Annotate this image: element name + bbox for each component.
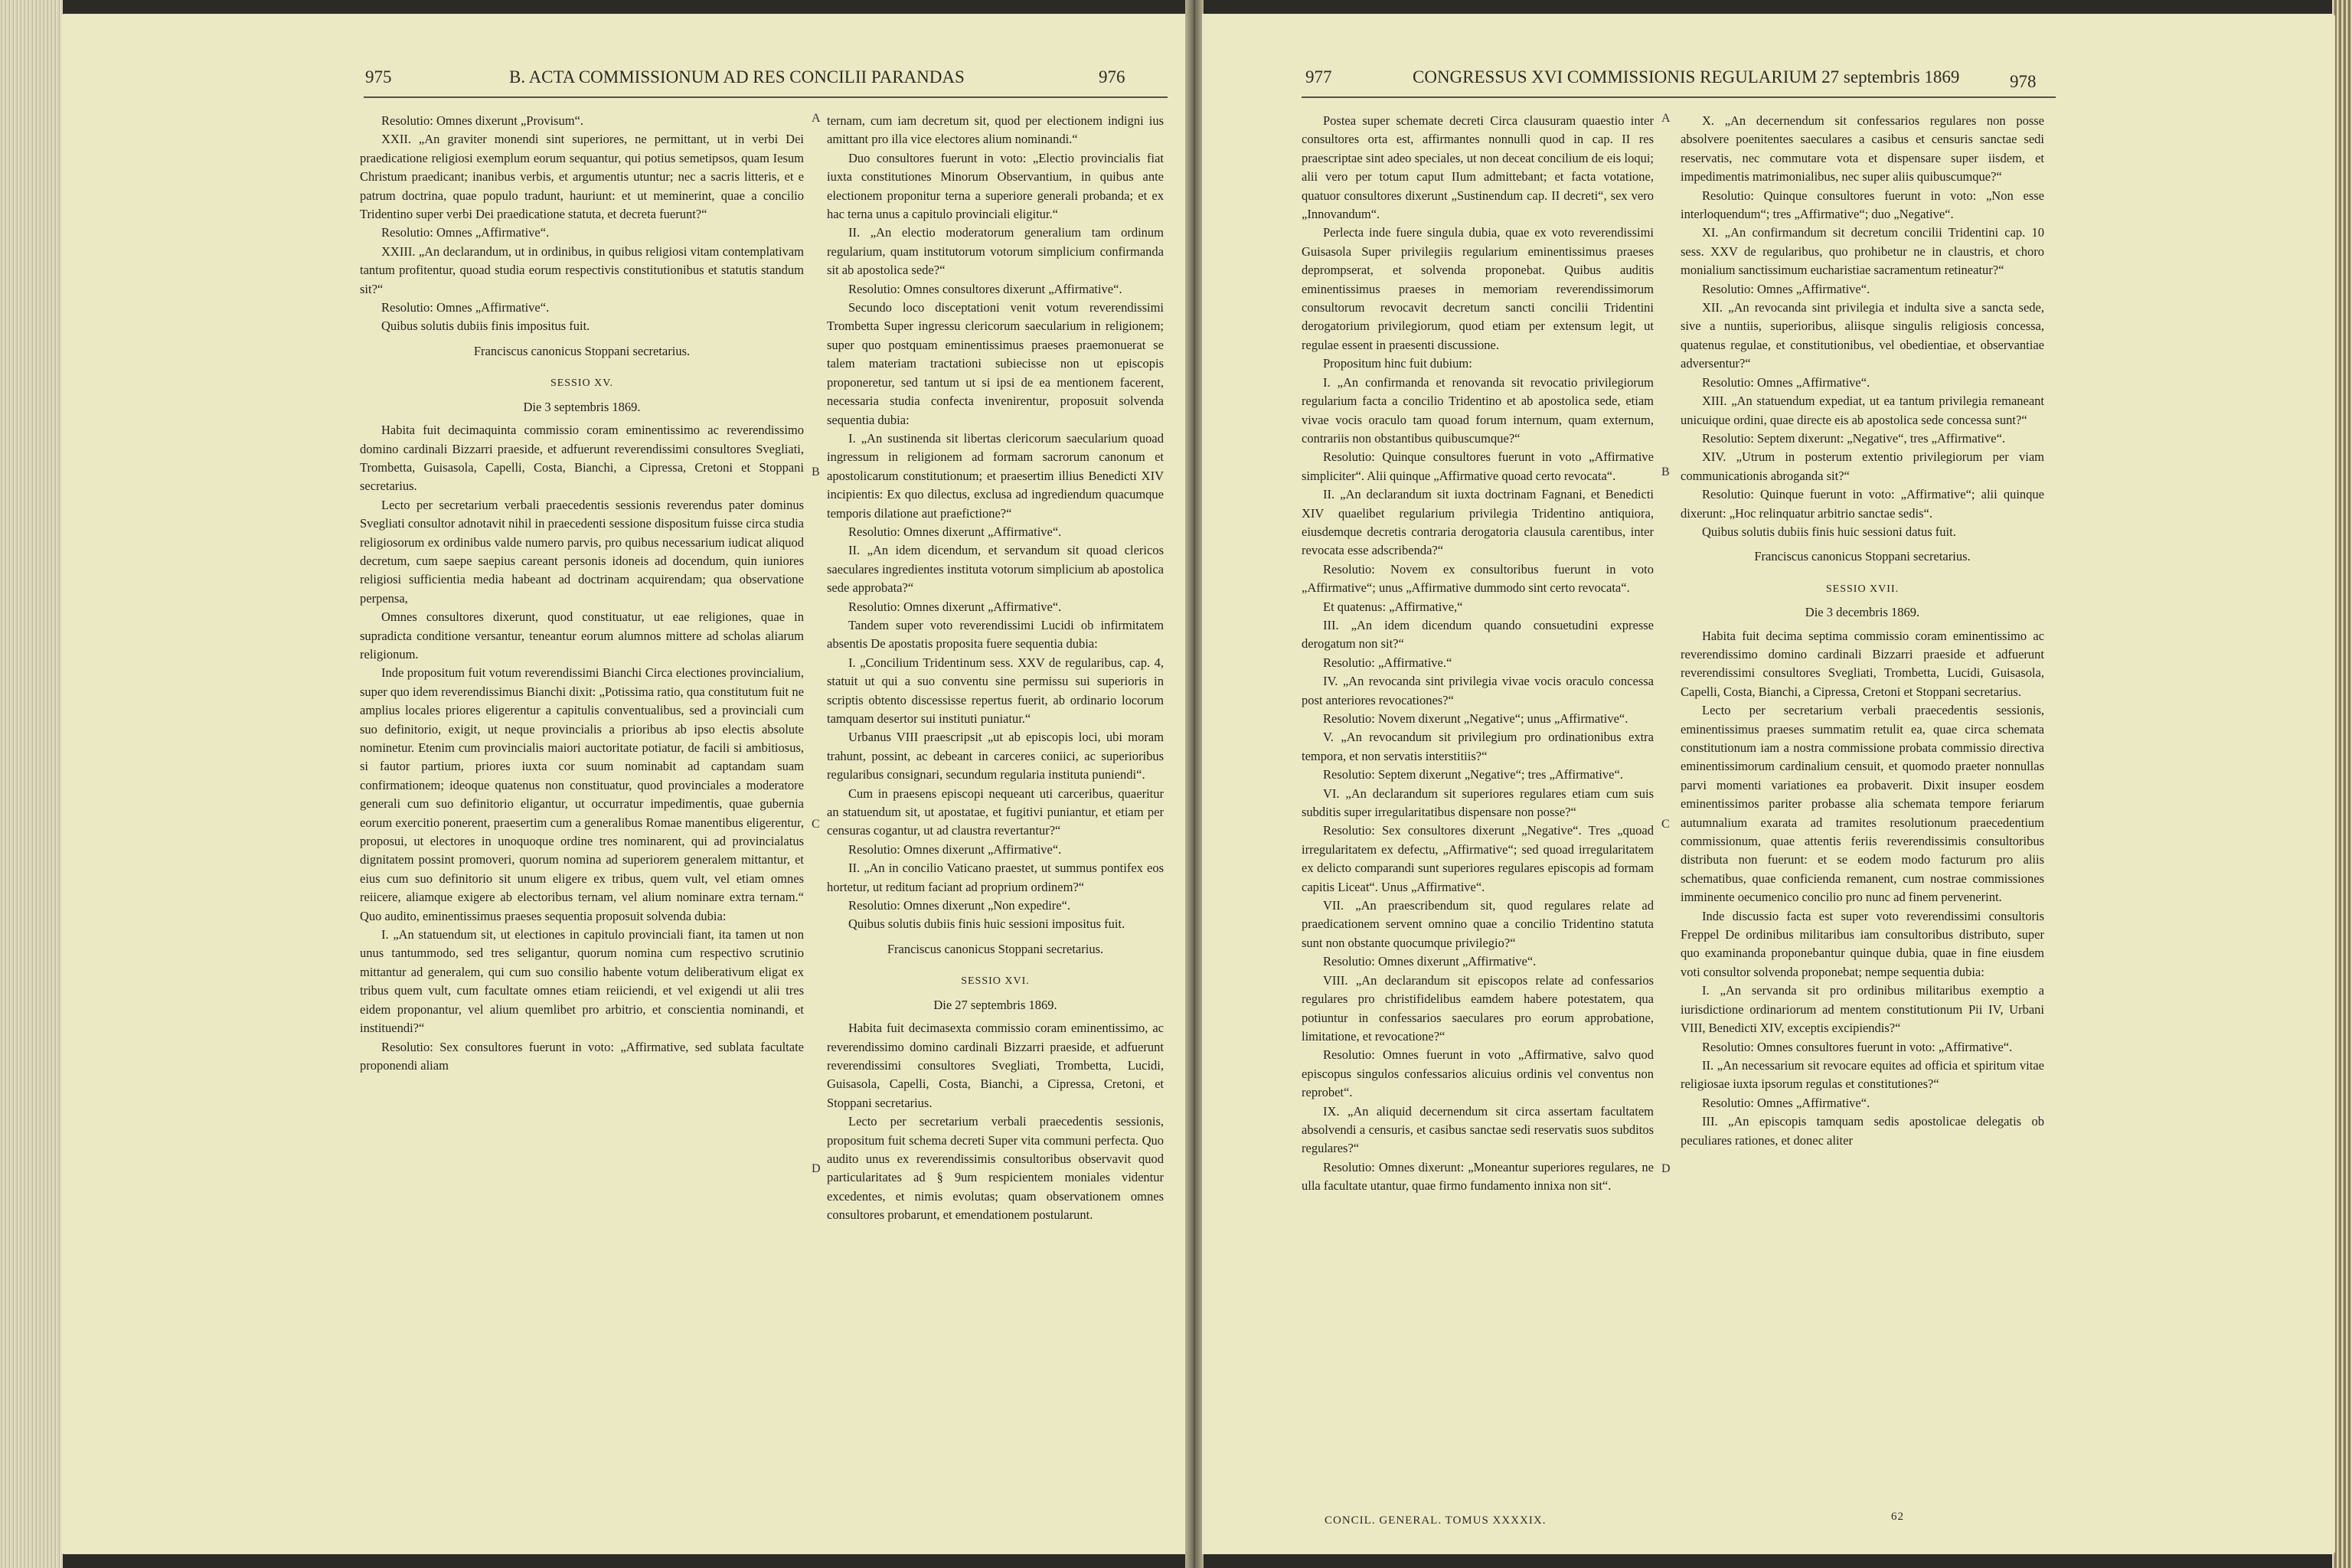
paragraph: Quibus solutis dubiis finis huic sessioni datus fuit. (1702, 524, 1956, 539)
paragraph: ternam, cum iam decretum sit, quod per electionem indigni ius amittant pro illa vice electores alium nominandi.“ (827, 113, 1164, 147)
head-rule (1302, 96, 2056, 98)
paragraph: Resolutio: Septem dixerunt „Negative“; tres „Affirmative“. (1323, 767, 1623, 782)
margin-marker: A (1661, 112, 1671, 125)
paragraph: Habita fuit decima septima commissio coram eminentissimo ac reverendissimo domino cardinali Bizzarri praeside et adfuerunt reverendissimi consultores Svegliati, Trombetta, Lucidi, Guisasola, Capelli, Costa, Bianchi, a Cipressa, Cretoni et Stoppani secretarius. (1681, 628, 2044, 699)
paragraph: Resolutio: Novem ex consultoribus fuerunt in voto „Affirmative“; unus „Affirmative dummodo sint certo revocata“. (1302, 561, 1654, 596)
paragraph: XII. „An revocanda sint privilegia et indulta sive a sancta sede, sive a nuntiis, superioribus, aliisque singulis religiosis concessa, quatenus regulae, et constitutionibus, vel obedientiae, et observantiae adversentur?“ (1681, 300, 2044, 371)
right-page (1202, 14, 2335, 1554)
paragraph: XIII. „An statuendum expediat, ut ea tantum privilegia remaneant unicuique ordini, quae directe eis ab apostolica sede concessa sunt?“ (1681, 394, 2044, 427)
paragraph: Postea super schemate decreti Circa clausuram quaestio inter consultores orta est, affirmantes nonnulli quod in cap. II res praescriptae sint adeo speciales, ut non deceat concilium de eis loqui; alii vero per totum caput IIum admittebant; et facta votatione, quatuor consultores dixerunt „Sustinendum cap. II decreti“, sex vero „Innovandum“. (1302, 113, 1654, 222)
paragraph: Resolutio: Sex consultores fuerunt in voto: „Affirmative, sed sublata facultate proponendi aliam (360, 1039, 804, 1073)
paragraph: II. „An in concilio Vaticano praestet, ut summus pontifex eos hortetur, ut reditum faciant ad proprium ordinem?“ (827, 861, 1164, 894)
margin-marker: B (1661, 466, 1670, 479)
paragraph: Cum in praesens episcopi nequeant uti carceribus, quaeritur an statuendum sit, ut apostatae, et fugitivi puniantur, et etiam per censuras cogantur, ut ad claustra revertantur?“ (827, 786, 1164, 838)
paragraph: Resolutio: Quinque fuerunt in voto: „Affirmative“; alii quinque dixerunt: „Hoc relinquatur arbitrio sanctae sedis“. (1681, 487, 2044, 521)
paragraph: Et quatenus: „Affirmative,“ (1323, 599, 1463, 614)
paragraph: Lecto per secretarium verbali praecedentis sessionis reverendus pater dominus Svegliati consultor adnotavit nihil in praecedenti sessione dispositum fuisse circa studia religiosorum ex ordinibus valde numero parvis, pro quibus necessarium iudicat aliquod decretum, cum saepe saepius careant personis idoneis ad docendum, quin iuniores religiosi sufficientia media habeant ad doctrinam acquirendam; qua observatione perpensa, (360, 497, 804, 606)
paragraph: II. „An declarandum sit iuxta doctrinam Fagnani, et Benedicti XIV quaelibet regularium privilegia Tridentino antiquiora, eiusdemque decretis contraria derogatoria clausula carentibus, inter revocata esse adscribenda?“ (1302, 487, 1654, 558)
paragraph: III. „An idem dicendum quando consuetudini expresse derogatum non sit?“ (1302, 617, 1654, 652)
paragraph: Resolutio: Omnes dixerunt „Provisum“. (381, 113, 583, 128)
paragraph: IX. „An aliquid decernendum sit circa assertam facultatem absolvendi a censuris, et casibus sanctae sedi reservatis suos subditos regulares?“ (1302, 1103, 1654, 1156)
session-date: Die 3 septembris 1869. (523, 399, 641, 414)
paragraph: Propositum hinc fuit dubium: (1323, 356, 1472, 371)
paragraph: Resolutio: Omnes „Affirmative“. (1702, 374, 1870, 390)
paragraph: Resolutio: Omnes dixerunt „Non expedire“. (848, 898, 1071, 913)
text-column (827, 112, 1164, 1225)
paragraph: II. „An idem dicendum, et servandum sit quoad clericos saeculares ingredientes instituta votorum simplicium ab apostolica sede approbata?“ (827, 543, 1164, 596)
paragraph: Resolutio: Quinque consultores fuerunt in voto „Affirmative simpliciter“. Alii quinque „Affirmative quoad certo revocata“. (1302, 449, 1654, 483)
head-rule (364, 96, 1168, 98)
page-number: 977 (1305, 67, 1332, 87)
text-column (360, 112, 804, 1075)
paragraph: Quibus solutis dubiis finis huic sessioni impositus fuit. (848, 916, 1125, 932)
text-column (1681, 112, 2044, 1150)
paragraph: I. „An servanda sit pro ordinibus militaribus exemptio a iurisdictione ordinariorum ad mentem constitutionum Pii IV, Urbani VIII, Benedicti XIV, exceptis excipiendis?“ (1681, 983, 2044, 1036)
paragraph: IV. „An revocanda sint privilegia vivae vocis oraculo concessa post anteriores revocationes?“ (1302, 674, 1654, 707)
paragraph: XXII. „An graviter monendi sint superiores, ne permittant, ut in verbi Dei praedicatione religiosi exemplum eorum sequantur, qui potius semetipsos, quam Iesum Christum praedicant; inanibus verbis, et argumentis utuntur; nec a sacris litteris, et e patrum doctrina, quae populo tradunt, hauriunt: et ut meminerint, quae a concilio Tridentino super verbi Dei praedicatione statuta, et decreta fuerunt?“ (360, 132, 804, 222)
paragraph: Resolutio: Omnes dixerunt „Affirmative“. (848, 599, 1062, 614)
paragraph: VIII. „An declarandum sit episcopos relate ad confessarios regulares pro christifidelibus eamdem habere potestatem, qua potiuntur in confessarios saeculares pro eorum approbatione, limitatione, et revocatione?“ (1302, 972, 1654, 1044)
margin-marker: D (812, 1162, 821, 1175)
paragraph: XIV. „Utrum in posterum extentio privilegiorum per viam communicationis abroganda sit?“ (1681, 449, 2044, 483)
paragraph: Resolutio: Omnes dixerunt „Affirmative“. (848, 841, 1062, 857)
paragraph: V. „An revocandum sit privilegium pro ordinationibus extra tempora, et non servatis interstitiis?“ (1302, 730, 1654, 763)
book-gutter (1185, 0, 1204, 1568)
paragraph: Quibus solutis dubiis finis impositus fuit. (381, 318, 590, 334)
paragraph: Resolutio: Omnes „Affirmative“. (1702, 281, 1870, 296)
paragraph: Resolutio: Septem dixerunt: „Negative“, tres „Affirmative“. (1702, 430, 2006, 446)
footer-signature: 62 (1891, 1511, 1904, 1523)
paragraph: Resolutio: Omnes consultores fuerunt in voto: „Affirmative“. (1702, 1039, 2013, 1054)
paragraph: Resolutio: Novem dixerunt „Negative“; unus „Affirmative“. (1323, 711, 1628, 726)
paragraph: I. „Concilium Tridentinum sess. XXV de regularibus, cap. 4, statuit ut qui a suo conventu sine permissu sui superioris in scriptis obtento discessisse repertus fuerit, ab ordinario locorum tamquam desertor sui instituti puniatur.“ (827, 655, 1164, 726)
paragraph: Resolutio: Omnes consultores dixerunt „Affirmative“. (848, 281, 1122, 296)
left-running-head (61, 64, 1187, 95)
paragraph: II. „An necessarium sit revocare equites ad officia et spiritum vitae religiosae iuxta ipsorum regulas et constitutiones?“ (1681, 1057, 2044, 1092)
margin-marker: C (812, 818, 820, 831)
paragraph: Resolutio: Omnes fuerunt in voto „Affirmative, salvo quod episcopus singulos confessarios alicuius ordinis vel conventus non reprobet“. (1302, 1047, 1654, 1100)
margin-marker: C (1661, 818, 1670, 831)
paragraph: X. „An decernendum sit confessarios regulares non posse absolvere poenitentes saeculares a casibus et censuris sanctae sedi reservatis, nec commutare vota et dispensare super iisdem, et impedimentis matrimonialibus, nec super aliis quibuscumque?“ (1681, 113, 2044, 185)
running-head-title: CONGRESSUS XVI COMMISSIONIS REGULARIUM 27 septembris 1869 (1413, 67, 1960, 87)
page-number: 975 (365, 67, 392, 87)
session-heading: SESSIO XVII. (1825, 583, 1900, 595)
paragraph: Resolutio: Omnes dixerunt „Affirmative“. (1323, 954, 1537, 969)
secretary-signature: Franciscus canonicus Stoppani secretarius. (1754, 549, 1971, 564)
session-date: Die 27 septembris 1869. (933, 997, 1057, 1012)
right-running-head (1202, 64, 2335, 95)
page-number: 976 (1099, 67, 1125, 87)
paragraph: Habita fuit decimasexta commissio coram eminentissimo, ac reverendissimo domino cardinali Bizzarri praeside, et adfuerunt reverendissimi consultores Svegliati, Trombetta, Lucidi, Guisasola, Capelli, Costa, Bianchi, a Cipressa, Cretoni, et Stoppani secretarius. (827, 1021, 1164, 1110)
paragraph: XI. „An confirmandum sit decretum concilii Tridentini cap. 10 sess. XXV de regularibus, quo prohibetur ne in claustris, et choro monialium sanctissimum eucharistiae sacramentum retineatur?“ (1681, 225, 2044, 278)
paragraph: Resolutio: Sex consultores dixerunt „Negative“. Tres „quoad irregularitatem ex defectu, „Affirmative“; sed quoad irregularitatem ex delicto comparandi sunt superiores regulares episcopis ad formam capitis Liceat“. Unus „Affirmative“. (1302, 823, 1654, 894)
paragraph: I. „An confirmanda et renovanda sit revocatio privilegiorum regularium facta a concilio Tridentino et ab apostolica sede, etiam vivae vocis oraculo tam quoad forum internum, quam externum, contrariis non obstantibus quibuscumque?“ (1302, 374, 1654, 446)
paragraph: I. „An sustinenda sit libertas clericorum saecularium quoad ingressum in religionem ad formam sacrorum canonum et apostolicarum constitutionum; et praesertim illius Benedicti XIV incipientis: Ex quo dilectus, exclusa ad ingrediendum quacumque temporis dilatione aut praefictione?“ (827, 430, 1164, 521)
session-heading: SESSIO XV. (550, 377, 614, 390)
paragraph: Inde discussio facta est super voto reverendissimi consultoris Freppel De ordinibus militaribus iam consultoribus distributo, super quo examinanda proponebantur quinque dubia, quae in fine eiusdem voti consultor solvenda proponebat; nempe sequentia dubia: (1681, 908, 2044, 979)
margin-marker: B (812, 466, 820, 479)
paragraph: Tandem super voto reverendissimi Lucidi ob infirmitatem absentis De apostatis proposita fuere sequentia dubia: (827, 617, 1164, 652)
secretary-signature: Franciscus canonicus Stoppani secretarius. (473, 343, 691, 358)
paragraph: Lecto per secretarium verbali praecedentis sessionis, propositum fuit schema decreti Super vita communi perfecta. Quo audito unus ex reverendissimis consultoribus observavit quod particularitates ad § 9um respicientem moniales videntur excedentes, et nimis evolutas; quam observationem omnes consultores probarunt, et emendationem postularunt. (827, 1114, 1164, 1223)
margin-marker: D (1661, 1162, 1671, 1175)
paragraph: Resolutio: „Affirmative.“ (1323, 655, 1452, 670)
paragraph: Urbanus VIII praescripsit „ut ab episcopis loci, ubi moram trahunt, possint, ac debeant in carceres coniici, ac superioribus regularibus consignari, secundum regularia instituta puniendi“. (827, 730, 1164, 782)
paragraph: Duo consultores fuerunt in voto: „Electio provincialis fiat iuxta constitutiones Minorum Observantium, in quibus ante electionem proponitur terna a superiore generali probanda; et ex hac terna unus a capitulo provinciali eligitur.“ (827, 150, 1164, 222)
margin-marker: A (812, 112, 821, 125)
paragraph: Perlecta inde fuere singula dubia, quae ex voto reverendissimi Guisasola Super privilegiis regularium eminentissimus praeses deprompserat, et solvenda proponebat. Quibus auditis eminentissimus praeses in memoriam reverendissimorum consultorum revocavit decretum sancti concilii Tridentini derogatorium privilegiorum, quod etiam per extensum legit, ut regulae essent in praesenti discussione. (1302, 225, 1654, 352)
left-page-edge (0, 0, 63, 1568)
footer-volume: CONCIL. GENERAL. TOMUS XXXXIX. (1325, 1514, 1547, 1527)
text-column (1302, 112, 1654, 1196)
paragraph: III. „An episcopis tamquam sedis apostolicae delegatis ob peculiares rationes, et donec aliter (1681, 1114, 2044, 1148)
paragraph: Omnes consultores dixerunt, quod constituatur, ut eae religiones, quae in supradicta conditione versantur, teneantur eorum alumnos mittere ad scholas aliarum religionum. (360, 609, 804, 662)
paragraph: Resolutio: Omnes „Affirmative“. (381, 225, 550, 240)
paragraph: Resolutio: Omnes dixerunt: „Moneantur superiores regulares, ne ulla facultate utantur, quae firmo fundamento innixa non sit“. (1302, 1159, 1654, 1194)
paragraph: II. „An electio moderatorum generalium tam ordinum regularium, quam institutorum votorum simplicium confirmanda sit ab apostolica sede?“ (827, 225, 1164, 278)
paragraph: VI. „An declarandum sit superiores regulares etiam cum suis subditis super irregularitatibus dispensare non posse?“ (1302, 786, 1654, 820)
paragraph: Resolutio: Quinque consultores fuerunt in voto: „Non esse interloquendum“; tres „Affirmative“; duo „Negative“. (1681, 188, 2044, 222)
paragraph: Resolutio: Omnes „Affirmative“. (381, 300, 550, 315)
session-heading: SESSIO XVI. (961, 975, 1030, 988)
secretary-signature: Franciscus canonicus Stoppani secretarius. (887, 941, 1104, 956)
paragraph: Resolutio: Omnes dixerunt „Affirmative“. (848, 524, 1062, 539)
paragraph: Lecto per secretarium verbali praecedentis sessionis, eminentissimus praeses summatim retulit ea, quae circa schemata constitutionum iam a nostra commissione probata commissio directiva eminentissimorum cardinalium censuit, et quomodo praeter nonnullas parvi momenti variationes ea probaverit. Dixit insuper eosdem eminentissimos pariter probasse alia schemata tempore feriarum autumnalium exarata ad tramites resolutionum praecedentium commissionum, quae attentis feriis reverendissimis consultoribus distributa non fuerunt: et se eodem modo facturum pro aliis schematibus, quae conficienda remanent, cum nostrae commissiones imminente oecumenico concilio pro nunc ad finem pervenerint. (1681, 703, 2044, 905)
paragraph: VII. „An praescribendum sit, quod regulares relate ad praedicationem servent omnino quae a concilio Tridentino statuta sunt non obstante quocumque privilegio?“ (1302, 898, 1654, 950)
paragraph: Inde propositum fuit votum reverendissimi Bianchi Circa electiones provincialium, super quo idem reverendissimus Bianchi dixit: „Potissima ratio, qua constitutum fuit ne amplius locales priores eligerentur a capitulis conventualibus, sed a provinciali cum suo definitorio, exigit, ut neque provincialis a prioribus ab ipso electis absolute nominetur. Etenim cum provincialis maiori auctoritate potiatur, de facili si ambitiosus, si fautor partium, priores iuxta cor suum nominabit ad captandam suam confirmationem; ideoque quatenus non constituatur, quod provinciales a moderatore generali cum suo definitorio eligantur, ut occurratur impedimentis, quae gubernia eorum exercitio ponerent, praesertim cum a generalibus Romae manentibus eligerentur, proposui, ut electores in unoquoque ordine tres nominarent, qui ad provincialatus dignitatem possint promoveri, quorum nomina ad superiorem generalem mittantur, et eius cum suo definitorio sit unum eligere ex tribus, quem vult, vel etiam omnes reiicere, aliamque exigere ab electoribus ternam, vel alium nominare extra ternam.“ Quo audito, eminentissimus praeses sequentia proposuit solvenda dubia: (360, 665, 804, 923)
session-date: Die 3 decembris 1869. (1805, 605, 1920, 620)
page-number: 978 (2010, 72, 2037, 91)
running-head-title: B. ACTA COMMISSIONUM AD RES CONCILII PARANDAS (509, 67, 965, 87)
paragraph: I. „An statuendum sit, ut electiones in capitulo provinciali fiant, ita tamen ut non unus tantummodo, sed tres seligantur, quorum nomina cum respectivo scrutinio mittantur ad generalem, qui cum suo consilio habente votum deliberativum eligat ex tribus quem vult, cum facultate omnes etiam reiiciendi, et vel exigendi ut alii tres eidem proponantur, vel alium quemlibet pro arbitrio, et conscientia nominandi, et instituendi?“ (360, 927, 804, 1036)
paragraph: Resolutio: Omnes „Affirmative“. (1702, 1095, 1870, 1110)
left-page (61, 14, 1187, 1554)
paragraph: XXIII. „An declarandum, ut in ordinibus, in quibus religiosi vitam contemplativam tantum profitentur, quoad studia eorum respectivis constitutionibus et statutis standum sit?“ (360, 243, 804, 296)
paragraph: Secundo loco disceptationi venit votum reverendissimi Trombetta Super ingressu clericorum saecularium in religionem; super quo postquam eminentissimus praeses praemonuerat se talem materiam tractationi subiecisse non ut episcopis proponeretur, sed tantum ut si ipsi de ea mentionem facerent, necessaria studia confecta invenirentur, proposuit solvenda sequentia dubia: (827, 300, 1164, 427)
paragraph: Habita fuit decimaquinta commissio coram eminentissimo ac reverendissimo domino cardinali Bizzarri praeside, et adfuerunt reverendissimi consultores Svegliati, Trombetta, Guisasola, Capelli, Costa, Bianchi, a Cipressa, Cretoni et Stoppani secretarius. (360, 423, 804, 494)
